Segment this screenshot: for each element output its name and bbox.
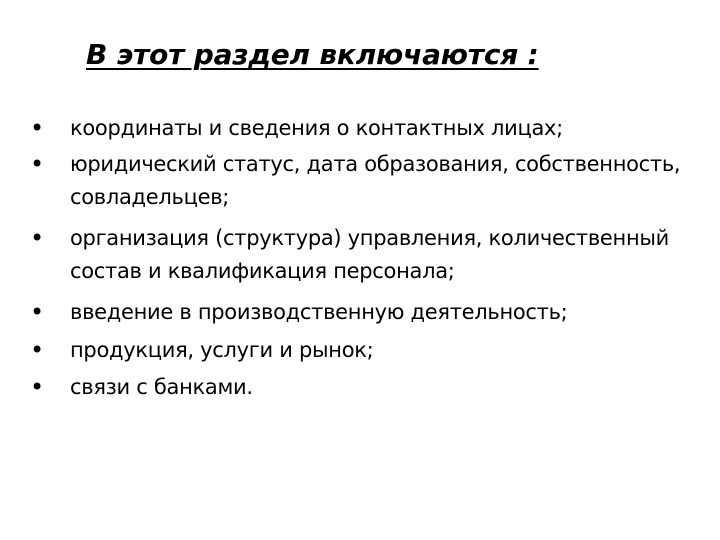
list-item-text: связи с банками. <box>70 375 253 399</box>
list-item-text: введение в производственную деятельность; <box>70 300 568 324</box>
list-item <box>28 222 698 288</box>
bullet-icon: • <box>30 114 44 142</box>
slide-title: В этот раздел включаются : <box>86 38 539 71</box>
list-item <box>28 371 698 404</box>
list-item <box>28 334 698 367</box>
bullet-icon: • <box>30 336 44 364</box>
bullet-list <box>28 112 698 412</box>
list-item <box>28 296 698 329</box>
bullet-icon: • <box>30 150 44 178</box>
list-item-text: юридический статус, дата образования, собственность, совладельцев; <box>70 152 681 209</box>
bullet-icon: • <box>30 224 44 252</box>
list-item-text: продукция, услуги и рынок; <box>70 338 374 362</box>
bullet-icon: • <box>30 298 44 326</box>
list-item <box>28 112 698 145</box>
list-item <box>28 148 698 214</box>
list-item-text: организация (структура) управления, количественный состав и квалификация персонала; <box>70 226 670 283</box>
list-item-text: координаты и сведения о контактных лицах; <box>70 116 563 140</box>
bullet-icon: • <box>30 373 44 401</box>
